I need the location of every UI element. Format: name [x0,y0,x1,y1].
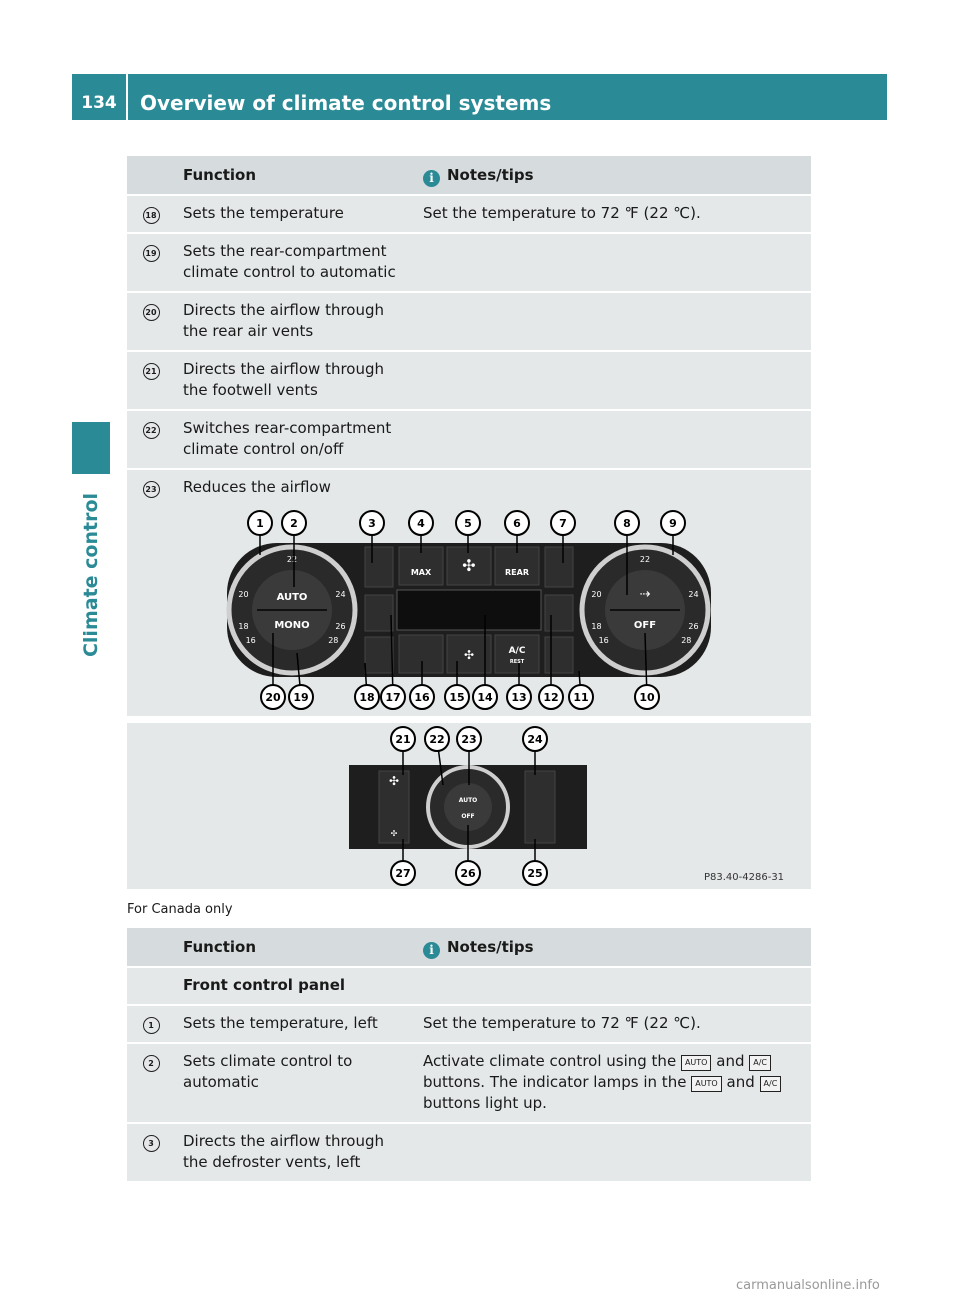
rear-panel-svg [127,723,811,889]
row-notes [415,292,811,351]
function-table-1 [127,154,811,506]
svg-text:✣: ✣ [388,774,400,788]
figure-caption: For Canada only [127,902,233,917]
dial-scale-label: 20 [238,590,249,600]
row-notes [415,1043,811,1123]
callout-label: 12 [543,691,559,704]
callout-label: 16 [414,691,430,704]
dial-scale-label: 24 [335,590,346,600]
figure-code: P83.40-4286-31 [704,872,785,883]
row-number [127,1043,175,1123]
callout-label: 4 [417,517,425,530]
callout-label: 1 [256,517,264,530]
callout-label: 9 [669,517,677,530]
row-function: Directs the airflow through the rear air vents [175,292,415,351]
table-row [127,410,811,469]
dial-scale-label: 28 [681,636,692,645]
callout-label: 14 [477,691,493,704]
number-badge: 18 [143,207,160,224]
callout-label: 15 [449,691,465,704]
watermark: carmanualsonline.info [736,1278,880,1293]
dial-scale-label: 18 [591,621,602,631]
table-row [127,351,811,410]
number-badge: 23 [143,481,160,498]
rear-dial-off-label: OFF [461,813,475,820]
center-display [397,590,541,630]
dial-scale-label: 16 [598,636,609,645]
left-dial-mono-label: MONO [274,620,310,631]
header-notes-label: Notes/tips [447,938,534,956]
table-row [127,233,811,292]
dial-scale-label: 26 [688,621,699,631]
info-icon: i [423,942,440,959]
rear-dial-auto-label: AUTO [458,797,478,804]
number-badge: 21 [143,363,160,380]
table-row [127,195,811,233]
dial-scale-label: 22 [286,555,298,564]
rear-button-label: REAR [505,568,529,577]
svg-text:⇢: ⇢ [639,587,651,602]
dial-scale-label: 18 [238,621,249,631]
table-header [127,927,811,967]
max-button-label: MAX [410,568,432,577]
notes-text: buttons light up. [423,1094,547,1112]
callout-label: 2 [290,517,298,530]
row-number [127,410,175,469]
number-badge: 3 [143,1135,160,1152]
callout-label: 13 [511,691,527,704]
row-notes [415,469,811,506]
row-function: Sets the rear-compartment climate control to automatic [175,233,415,292]
row-function: Sets climate control to automatic [175,1043,415,1123]
callout-label: 6 [513,517,521,530]
header-function: Function [175,927,415,967]
row-notes [415,410,811,469]
ac-button-glyph: A/C [749,1055,771,1071]
svg-text:✣: ✣ [462,556,476,575]
table-subheading-row [127,967,811,1005]
chapter-label [74,485,108,665]
callout-label: 24 [527,733,543,746]
table-row [127,1123,811,1181]
ac-button-label: A/C [508,646,526,656]
callout-label: 20 [265,691,281,704]
row-number [127,233,175,292]
callout-label: 23 [461,733,477,746]
callout-label: 7 [559,517,567,530]
number-badge: 1 [143,1017,160,1034]
left-dial-auto-label: AUTO [276,592,308,603]
row-notes: Set the temperature to 72 ℉ (22 ℃). [415,1005,811,1043]
table-row [127,1043,811,1123]
dial-scale-label: 16 [245,636,256,645]
row-number [127,469,175,506]
header-num [127,155,175,195]
callout-label: 21 [395,733,411,746]
number-badge: 20 [143,304,160,321]
callout-label: 27 [395,867,411,880]
header-divider [126,74,128,120]
callout-label: 17 [385,691,401,704]
row-function: Reduces the airflow [175,469,415,506]
row-number [127,195,175,233]
callout-label: 3 [368,517,376,530]
table-subheading: Front control panel [175,967,811,1005]
auto-button-glyph: AUTO [691,1076,722,1092]
auto-button-glyph: AUTO [681,1055,712,1071]
row-number [127,292,175,351]
right-dial-off-label: OFF [633,620,657,631]
row-notes [415,1123,811,1181]
section-title: Overview of climate control systems [140,91,552,115]
row-number [127,1123,175,1181]
row-function: Directs the airflow through the footwell vents [175,351,415,410]
callout-label: 8 [623,517,631,530]
number-badge: 22 [143,422,160,439]
header-notes-label: Notes/tips [447,166,534,184]
row-notes: Set the temperature to 72 ℉ (22 ℃). [415,195,811,233]
number-badge: 2 [143,1055,160,1072]
chapter-label-text: Climate control [80,492,102,658]
ac-button-glyph: A/C [760,1076,782,1092]
table-row [127,1005,811,1043]
row-number [127,351,175,410]
header-function: Function [175,155,415,195]
table-header [127,155,811,195]
dial-scale-label: 26 [335,621,346,631]
row-notes [415,233,811,292]
rear-panel-figure [127,723,811,889]
header-notes [415,155,811,195]
notes-text: Activate climate control using the [423,1052,677,1070]
rear-dial-knob [444,783,492,831]
row-notes [415,351,811,410]
function-table-2 [127,926,811,1181]
table-row [127,469,811,506]
page-number: 134 [81,93,117,113]
row-function: Directs the airflow through the defroster vents, left [175,1123,415,1181]
dial-scale-label: 22 [639,555,651,564]
row-function: Sets the temperature, left [175,1005,415,1043]
chapter-tab [72,422,110,474]
dial-scale-label: 20 [591,590,602,600]
dial-scale-label: 24 [688,590,699,600]
rest-button-label: REST [509,659,525,665]
header-notes [415,927,811,967]
row-function: Sets the temperature [175,195,415,233]
number-badge: 19 [143,245,160,262]
callout-label: 19 [293,691,309,704]
table-row [127,292,811,351]
notes-text: buttons. The indicator lamps in the [423,1073,687,1091]
svg-text:✣: ✣ [463,648,475,662]
callout-label: 18 [359,691,375,704]
callout-label: 10 [639,691,655,704]
svg-text:✣: ✣ [390,829,398,838]
callout-label: 25 [527,867,543,880]
front-panel-svg [127,503,811,716]
row-function: Switches rear-compartment climate control on/off [175,410,415,469]
callout-label: 22 [429,733,445,746]
callout-label: 5 [464,517,472,530]
notes-text: and [726,1073,755,1091]
row-number [127,1005,175,1043]
header-num [127,927,175,967]
notes-text: and [716,1052,745,1070]
info-icon: i [423,170,440,187]
front-panel-figure [127,503,811,716]
dial-scale-label: 28 [328,636,339,645]
callout-label: 26 [460,867,476,880]
callout-label: 11 [573,691,589,704]
